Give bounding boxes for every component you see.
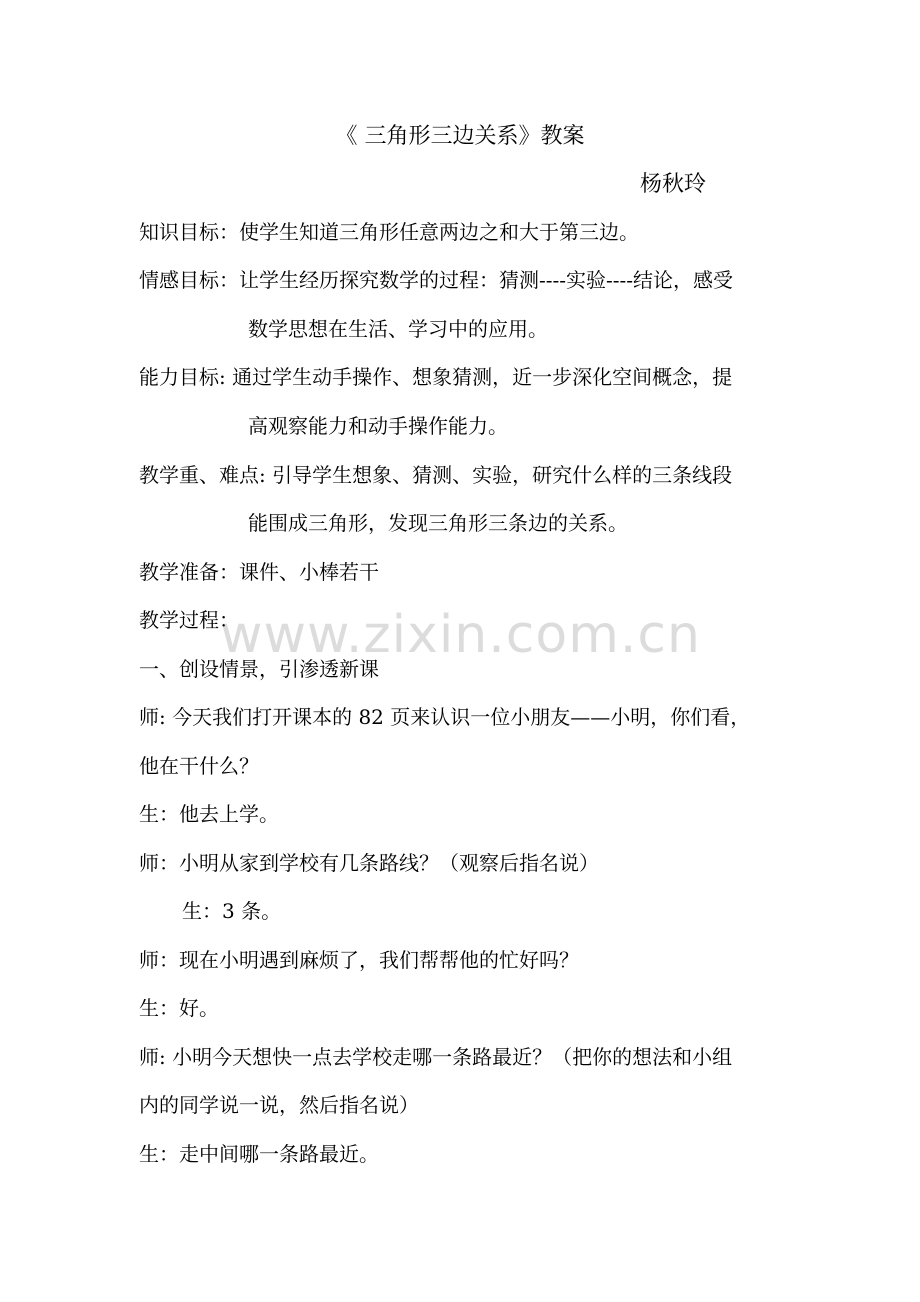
teacher-line-1-continued: 他在干什么？ [139,754,259,778]
student-line-1: 生：他去上学。 [139,802,279,826]
teaching-process-heading: 教学过程： [139,608,239,632]
emotion-goal-continued: 数学思想在生活、学习中的应用。 [248,317,548,341]
student-line-4: 生：走中间哪一条路最近。 [139,1142,379,1166]
teacher-line-4: 师: 小明今天想快一点去学校走哪一条路最近？（把你的想法和小组 [139,1045,733,1069]
teacher-line-3: 师：现在小明遇到麻烦了，我们帮帮他的忙好吗？ [139,948,579,972]
student-line-3: 生：好。 [139,996,219,1020]
document-author: 杨秋玲 [640,172,707,197]
emotion-goal: 情感目标：让学生经历探究数学的过程：猜测----实验----结论，感受 [139,268,734,292]
ability-goal: 能力目标: 通过学生动手操作、想象猜测，近一步深化空间概念，提 [139,365,733,389]
key-points: 教学重、难点: 引导学生想象、猜测、实验，研究什么样的三条线段 [139,463,733,487]
teacher-line-4-continued: 内的同学说一说，然后指名说） [139,1093,419,1117]
teaching-preparation: 教学准备：课件、小棒若干 [139,560,379,584]
teacher-line-1: 师: 今天我们打开课本的 82 页来认识一位小朋友——小明，你们看， [139,705,751,729]
key-points-continued: 能围成三角形，发现三角形三条边的关系。 [248,511,628,535]
ability-goal-continued: 高观察能力和动手操作能力。 [248,414,508,438]
student-line-2: 生：3 条。 [182,899,282,923]
knowledge-goal: 知识目标：使学生知道三角形任意两边之和大于第三边。 [139,220,639,244]
teacher-line-2: 师：小明从家到学校有几条路线？（观察后指名说） [139,851,599,875]
section-one-heading: 一、创设情景，引渗透新课 [139,657,379,681]
document-title: 《 三角形三边关系》教案 [335,124,585,149]
watermark: www.zixin.com.cn [220,605,701,665]
